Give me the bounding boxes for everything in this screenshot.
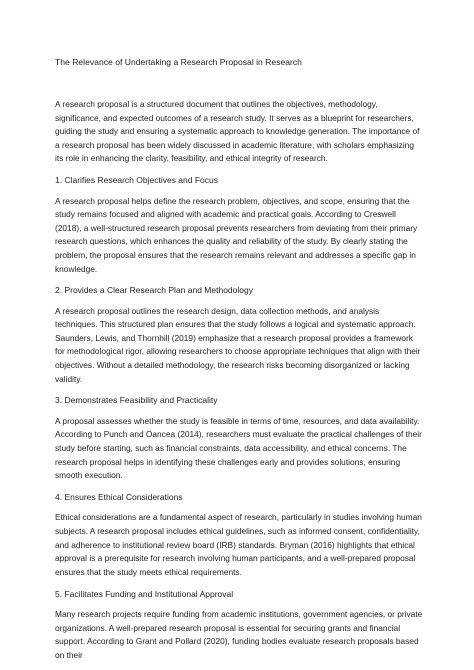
- document-body: [55, 98, 423, 670]
- section-heading-2: 2. Provides a Clear Research Plan and Methodology: [55, 285, 253, 296]
- section-body-3: A proposal assesses whether the study is feasible in terms of time, resources, and data availability. According to Punch and Oancea (2014), researchers must evaluate the practical challenges of their study before starting, such as financial constraints, data accessibility, and ethical concerns. The research proposal helps in identifying these challenges early and provides solutions, ensuring smooth execution.: [55, 415, 422, 481]
- section-body-2: A research proposal outlines the research design, data collection methods, and analysis techniques. This structured plan ensures that the study follows a logical and systematic approach. Saunders, Lewis, and Thornhill (2019) emphasize that a research proposal provides a framework for methodological rigor, allowing researchers to choose appropriate techniques that align with their objectives. Without a detailed methodology, the research risks becoming disorganized or lacking validity.: [55, 305, 421, 384]
- section-body-1: A research proposal helps define the research problem, objectives, and scope, ensuring that the study remains focused and aligned with academic and practical goals. According to Creswell (2018), a well-structured research proposal prevents researchers from deviating from their primary research questions, which enhances the quality and reliability of the study. By clearly stating the problem, the proposal ensures that the research remains relevant and addresses a specific gap in knowledge.: [55, 195, 418, 274]
- section-body-4: Ethical considerations are a fundamental aspect of research, particularly in studies involving human subjects. A research proposal includes ethical guidelines, such as informed consent, confidentiality, and adherence to institutional review board (IRB) standards. Bryman (2016) highlights that ethical approval is a prerequisite for research involving human participants, and a well-prepared proposal ensures that the study meets ethical requirements.: [55, 512, 422, 577]
- section-heading-3: 3. Demonstrates Feasibility and Practicality: [55, 395, 218, 406]
- section-heading-1: 1. Clarifies Research Objectives and Focus: [55, 175, 218, 186]
- intro-paragraph: A research proposal is a structured document that outlines the objectives, methodology, significance, and expected outcomes of a research study. It serves as a blueprint for researchers, guiding the study and ensuring a systematic approach to knowledge generation. The importance of a research proposal has been widely discussed in academic literature, with scholars emphasizing its role in enhancing the clarity, feasibility, and ethical integrity of research.: [55, 99, 420, 164]
- section-heading-4: 4. Ensures Ethical Considerations: [55, 491, 183, 502]
- document-title: The Relevance of Undertaking a Research Proposal in Research: [55, 57, 302, 67]
- section-heading-5: 5. Facilitates Funding and Institutional Approval: [55, 588, 234, 599]
- section-body-5: Many research projects require funding from academic institutions, government agencies, or private organizations. A well-prepared research proposal is essential for securing grants and financial support. According to Grant and Pollard (2020), funding bodies evaluate research proposals based on their: [55, 608, 423, 660]
